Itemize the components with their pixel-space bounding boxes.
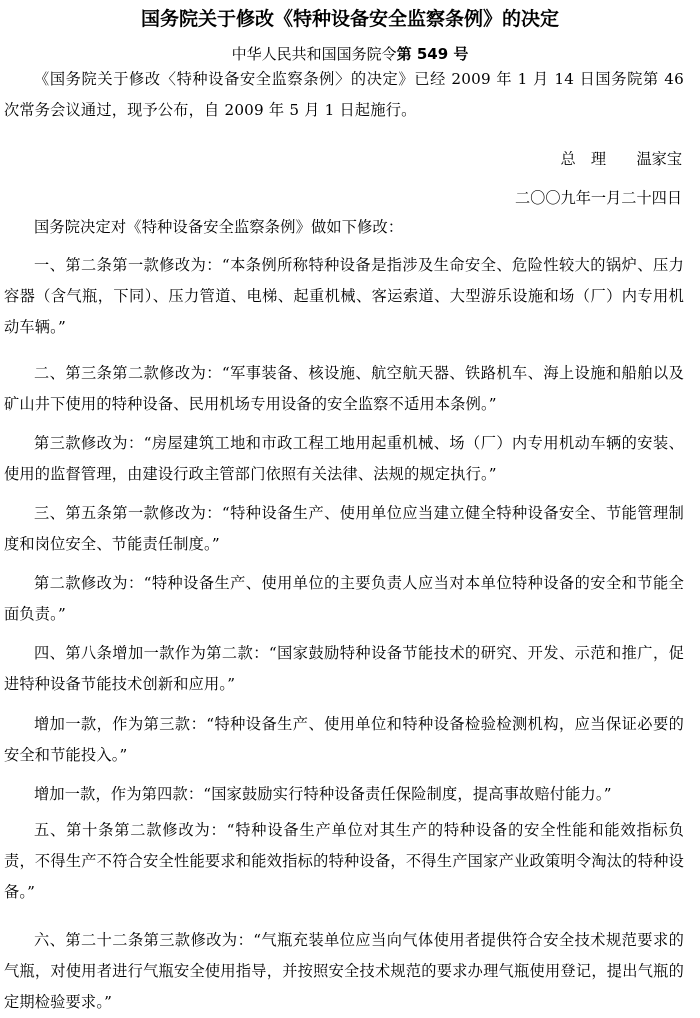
intro-paragraph: 《国务院关于修改〈特种设备安全监察条例〉的决定》已经 2009 年 1 月 14 日国务院第 46 次常务会议通过，现予公布，自 2009 年 5 月 1 日起施行。 <box>4 70 684 119</box>
amendment-paragraph: 六、第二十二条第三款修改为：“气瓶充装单位应当向气体使用者提供符合安全技术规范要求的气瓶，对使用者进行气瓶安全使用指导，并按照安全技术规范的要求办理气瓶使用登记，提出气瓶的定期检验要求。” <box>4 931 684 1011</box>
amendment-paragraph: 四、第八条增加一款作为第二款：“国家鼓励特种设备节能技术的研究、开发、示范和推广，促进特种设备节能技术创新和应用。” <box>4 644 684 693</box>
amendment-paragraph: 增加一款，作为第三款：“特种设备生产、使用单位和特种设备检验检测机构，应当保证必要的安全和节能投入。” <box>4 715 684 764</box>
amendment-paragraph: 第三款修改为：“房屋建筑工地和市政工程工地用起重机械、场（厂）内专用机动车辆的安装、使用的监督管理，由建设行政主管部门依照有关法律、法规的规定执行。” <box>4 434 684 483</box>
order-prefix: 中华人民共和国国务院令 <box>231 45 397 63</box>
amendment-paragraph: 二、第三条第二款修改为：“军事装备、核设施、航空航天器、铁路机车、海上设施和船舶以及矿山井下使用的特种设备、民用机场专用设备的安全监察不适用本条例。” <box>4 364 684 413</box>
amendment-paragraph: 第二款修改为：“特种设备生产、使用单位的主要负责人应当对本单位特种设备的安全和节能全面负责。” <box>4 574 684 623</box>
amendment-paragraph: 五、第十条第二款修改为：“特种设备生产单位对其生产的特种设备的安全性能和能效指标负责，不得生产不符合安全性能要求和能效指标的特种设备，不得生产国家产业政策明令淘汰的特种设备。” <box>4 821 684 901</box>
amendment-paragraph: 增加一款，作为第四款：“国家鼓励实行特种设备责任保险制度，提高事故赔付能力。” <box>34 785 612 803</box>
order-number-line <box>0 44 700 64</box>
signature-date: 二〇〇九年一月二十四日 <box>514 189 682 207</box>
amendment-paragraph: 一、第二条第一款修改为：“本条例所称特种设备是指涉及生命安全、危险性较大的锅炉、压力容器（含气瓶，下同）、压力管道、电梯、起重机械、客运索道、大型游乐设施和场（厂）内专用机动车辆。” <box>4 256 684 336</box>
amendment-paragraph: 三、第五条第一款修改为：“特种设备生产、使用单位应当建立健全特种设备安全、节能管理制度和岗位安全、节能责任制度。” <box>4 504 684 553</box>
signatory: 总 理 温家宝 <box>560 150 682 168</box>
document-title: 国务院关于修改《特种设备安全监察条例》的决定 <box>140 8 559 30</box>
order-number: 第 549 号 <box>396 45 469 63</box>
lead-paragraph: 国务院决定对《特种设备安全监察条例》做如下修改： <box>34 218 404 236</box>
